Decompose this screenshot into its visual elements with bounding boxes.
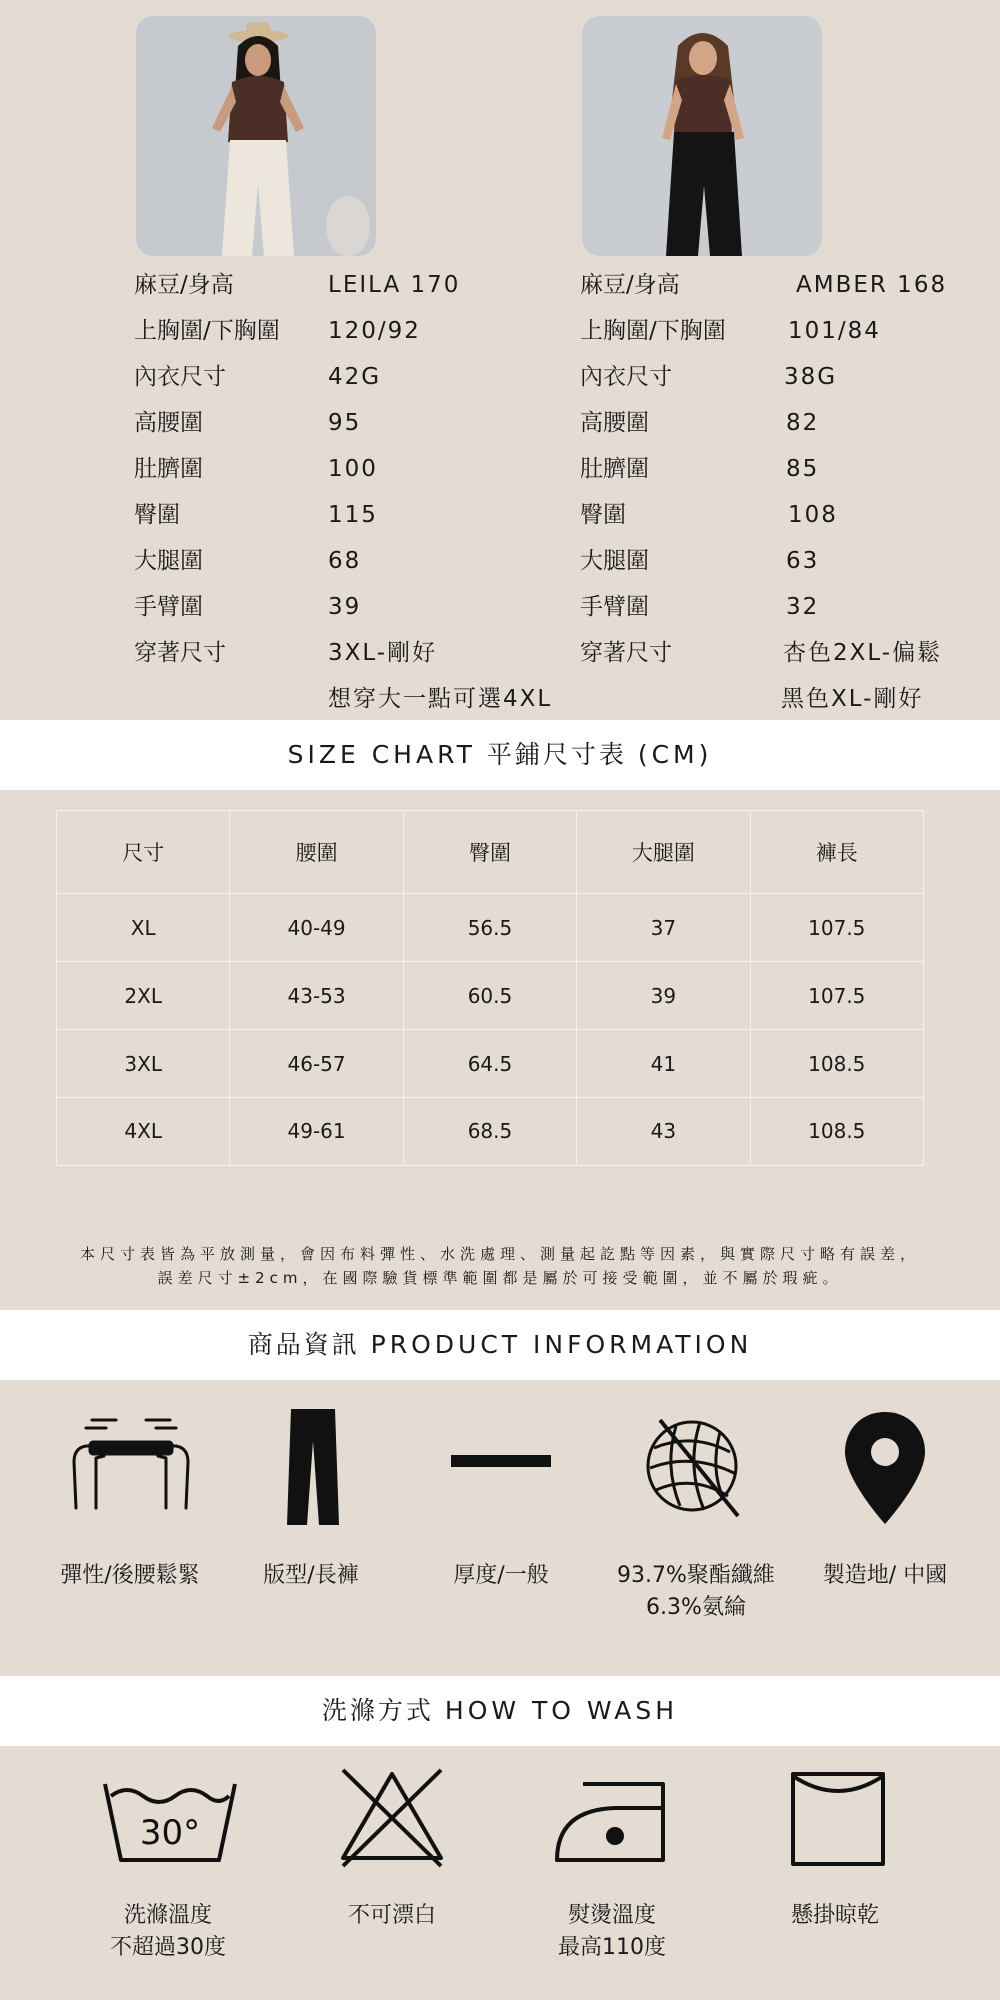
measure-value: 63 <box>786 548 820 574</box>
measure-label: 穿著尺寸 <box>580 640 672 666</box>
measure-value: 100 <box>328 456 378 482</box>
wash-line: 不超過30度 <box>110 1935 226 1960</box>
size-chart-note <box>20 1242 980 1290</box>
wash-caption-bleach <box>292 1900 492 1932</box>
feature-line: 彈性/後腰鬆緊 <box>60 1563 200 1588</box>
table-header-cell: 腰圍 <box>230 811 403 894</box>
measure-label: 臀圍 <box>580 502 626 528</box>
table-cell: 60.5 <box>403 962 576 1030</box>
measure-extra-note: 想穿大一點可選4XL <box>328 686 553 712</box>
table-row <box>57 894 924 962</box>
table-cell: 43-53 <box>230 962 403 1030</box>
hang-dry-icon <box>791 1772 885 1866</box>
measure-value: 108 <box>788 502 838 528</box>
size-chart-title-zh: 平鋪尺寸表 <box>486 740 627 769</box>
wash-line: 熨燙溫度 <box>567 1903 656 1928</box>
measure-label: 大腿圍 <box>580 548 649 574</box>
size-table <box>56 810 924 1166</box>
measure-label: 手臂圍 <box>134 594 203 620</box>
measure-value: 42G <box>328 364 382 390</box>
stretch-hands-icon <box>66 1412 196 1512</box>
table-cell: XL <box>57 894 230 962</box>
measure-label: 穿著尺寸 <box>134 640 226 666</box>
wash-line: 不可漂白 <box>347 1903 436 1928</box>
product-info-banner <box>0 1310 1000 1380</box>
table-cell: 108.5 <box>750 1097 923 1165</box>
measure-value: 85 <box>786 456 820 482</box>
table-cell: 4XL <box>57 1097 230 1165</box>
wash-line: 最高110度 <box>558 1935 666 1960</box>
model-photo-amber <box>582 16 822 256</box>
location-pin-icon <box>843 1410 927 1526</box>
measure-value: 3XL-剛好 <box>328 640 438 666</box>
measure-label: 高腰圍 <box>134 410 203 436</box>
table-cell: 2XL <box>57 962 230 1030</box>
measure-label: 高腰圍 <box>580 410 649 436</box>
table-header-cell: 尺寸 <box>57 811 230 894</box>
wash-line: 懸掛晾乾 <box>790 1903 879 1928</box>
table-cell: 107.5 <box>750 894 923 962</box>
feature-line: 93.7%聚酯纖維 <box>617 1563 775 1588</box>
wash-temp-label: 30° <box>139 1813 201 1853</box>
feature-caption-fit <box>211 1560 411 1592</box>
wash-title-zh: 洗滌方式 <box>321 1696 434 1725</box>
measure-value: 39 <box>328 594 362 620</box>
table-cell: 43 <box>577 1097 750 1165</box>
wash-line: 洗滌溫度 <box>123 1903 212 1928</box>
measure-label: 上胸圍/下胸圍 <box>580 318 726 344</box>
feature-caption-stretch <box>30 1560 230 1592</box>
size-chart-banner <box>0 720 1000 790</box>
measure-value: 101/84 <box>788 318 881 344</box>
measure-label: 臀圍 <box>134 502 180 528</box>
wash-title-en: HOW TO WASH <box>444 1696 679 1725</box>
table-cell: 108.5 <box>750 1030 923 1098</box>
size-chart-title-en: SIZE CHART <box>287 740 476 769</box>
measure-label: 大腿圍 <box>134 548 203 574</box>
table-header-cell: 臀圍 <box>403 811 576 894</box>
table-row <box>57 1097 924 1165</box>
feature-caption-material <box>596 1560 796 1624</box>
wash-caption-iron <box>512 1900 712 1964</box>
table-cell: 46-57 <box>230 1030 403 1098</box>
measure-label: 上胸圍/下胸圍 <box>134 318 280 344</box>
model-illustration-amber <box>582 16 822 256</box>
size-chart-unit: (CM) <box>637 740 713 769</box>
feature-line: 厚度/一般 <box>453 1563 549 1588</box>
measure-value: 38G <box>784 364 838 390</box>
table-cell: 39 <box>577 962 750 1030</box>
iron-icon <box>553 1780 667 1864</box>
thickness-line-icon <box>451 1455 551 1467</box>
table-cell: 64.5 <box>403 1030 576 1098</box>
wash-caption-dry <box>735 1900 935 1932</box>
wash-caption-temp <box>68 1900 268 1964</box>
measure-value: 95 <box>328 410 362 436</box>
pants-icon <box>283 1407 343 1527</box>
measure-value: 68 <box>328 548 362 574</box>
feature-line: 6.3%氨綸 <box>646 1595 746 1620</box>
measure-label: 麻豆/身高 <box>580 272 680 298</box>
table-row <box>57 1030 924 1098</box>
table-header-cell: 大腿圍 <box>577 811 750 894</box>
table-header-cell: 褲長 <box>750 811 923 894</box>
model-photo-leila <box>136 16 376 256</box>
measure-label: 手臂圍 <box>580 594 649 620</box>
size-note-line: 誤差尺寸±2cm，在國際驗貨標準範圍都是屬於可接受範圍，並不屬於瑕疵。 <box>157 1269 843 1287</box>
measure-label: 內衣尺寸 <box>134 364 226 390</box>
table-cell: 3XL <box>57 1030 230 1098</box>
product-info-title-en: PRODUCT INFORMATION <box>370 1330 753 1359</box>
measure-extra-note: 黑色XL-剛好 <box>781 686 924 712</box>
wash-banner <box>0 1676 1000 1746</box>
table-cell: 49-61 <box>230 1097 403 1165</box>
feature-caption-origin <box>785 1560 985 1592</box>
table-cell: 37 <box>577 894 750 962</box>
measure-value: LEILA 170 <box>328 272 461 298</box>
measure-label: 內衣尺寸 <box>580 364 672 390</box>
measure-value: AMBER 168 <box>796 272 948 298</box>
measure-value: 32 <box>786 594 820 620</box>
feature-line: 製造地/ 中國 <box>822 1563 948 1588</box>
table-cell: 40-49 <box>230 894 403 962</box>
table-cell: 68.5 <box>403 1097 576 1165</box>
product-info-title-zh: 商品資訊 <box>247 1330 360 1359</box>
table-cell: 56.5 <box>403 894 576 962</box>
measure-value: 120/92 <box>328 318 421 344</box>
feature-caption-thickness <box>401 1560 601 1592</box>
wash-30-icon <box>101 1778 239 1864</box>
table-cell: 41 <box>577 1030 750 1098</box>
measure-label: 肚臍圍 <box>580 456 649 482</box>
table-row <box>57 962 924 1030</box>
measure-value: 82 <box>786 410 820 436</box>
feature-line: 版型/長褲 <box>263 1563 359 1588</box>
size-note-line: 本尺寸表皆為平放測量，會因布料彈性、水洗處理、測量起訖點等因素，與實際尺寸略有誤差， <box>79 1245 920 1263</box>
table-cell: 107.5 <box>750 962 923 1030</box>
no-bleach-icon <box>337 1768 447 1868</box>
measure-label: 肚臍圍 <box>134 456 203 482</box>
measure-value: 杏色2XL-偏鬆 <box>783 640 943 666</box>
yarn-ball-icon <box>640 1412 750 1522</box>
measure-value: 115 <box>328 502 378 528</box>
model-illustration-leila <box>136 16 376 256</box>
table-header-row <box>57 811 924 894</box>
measure-label: 麻豆/身高 <box>134 272 234 298</box>
